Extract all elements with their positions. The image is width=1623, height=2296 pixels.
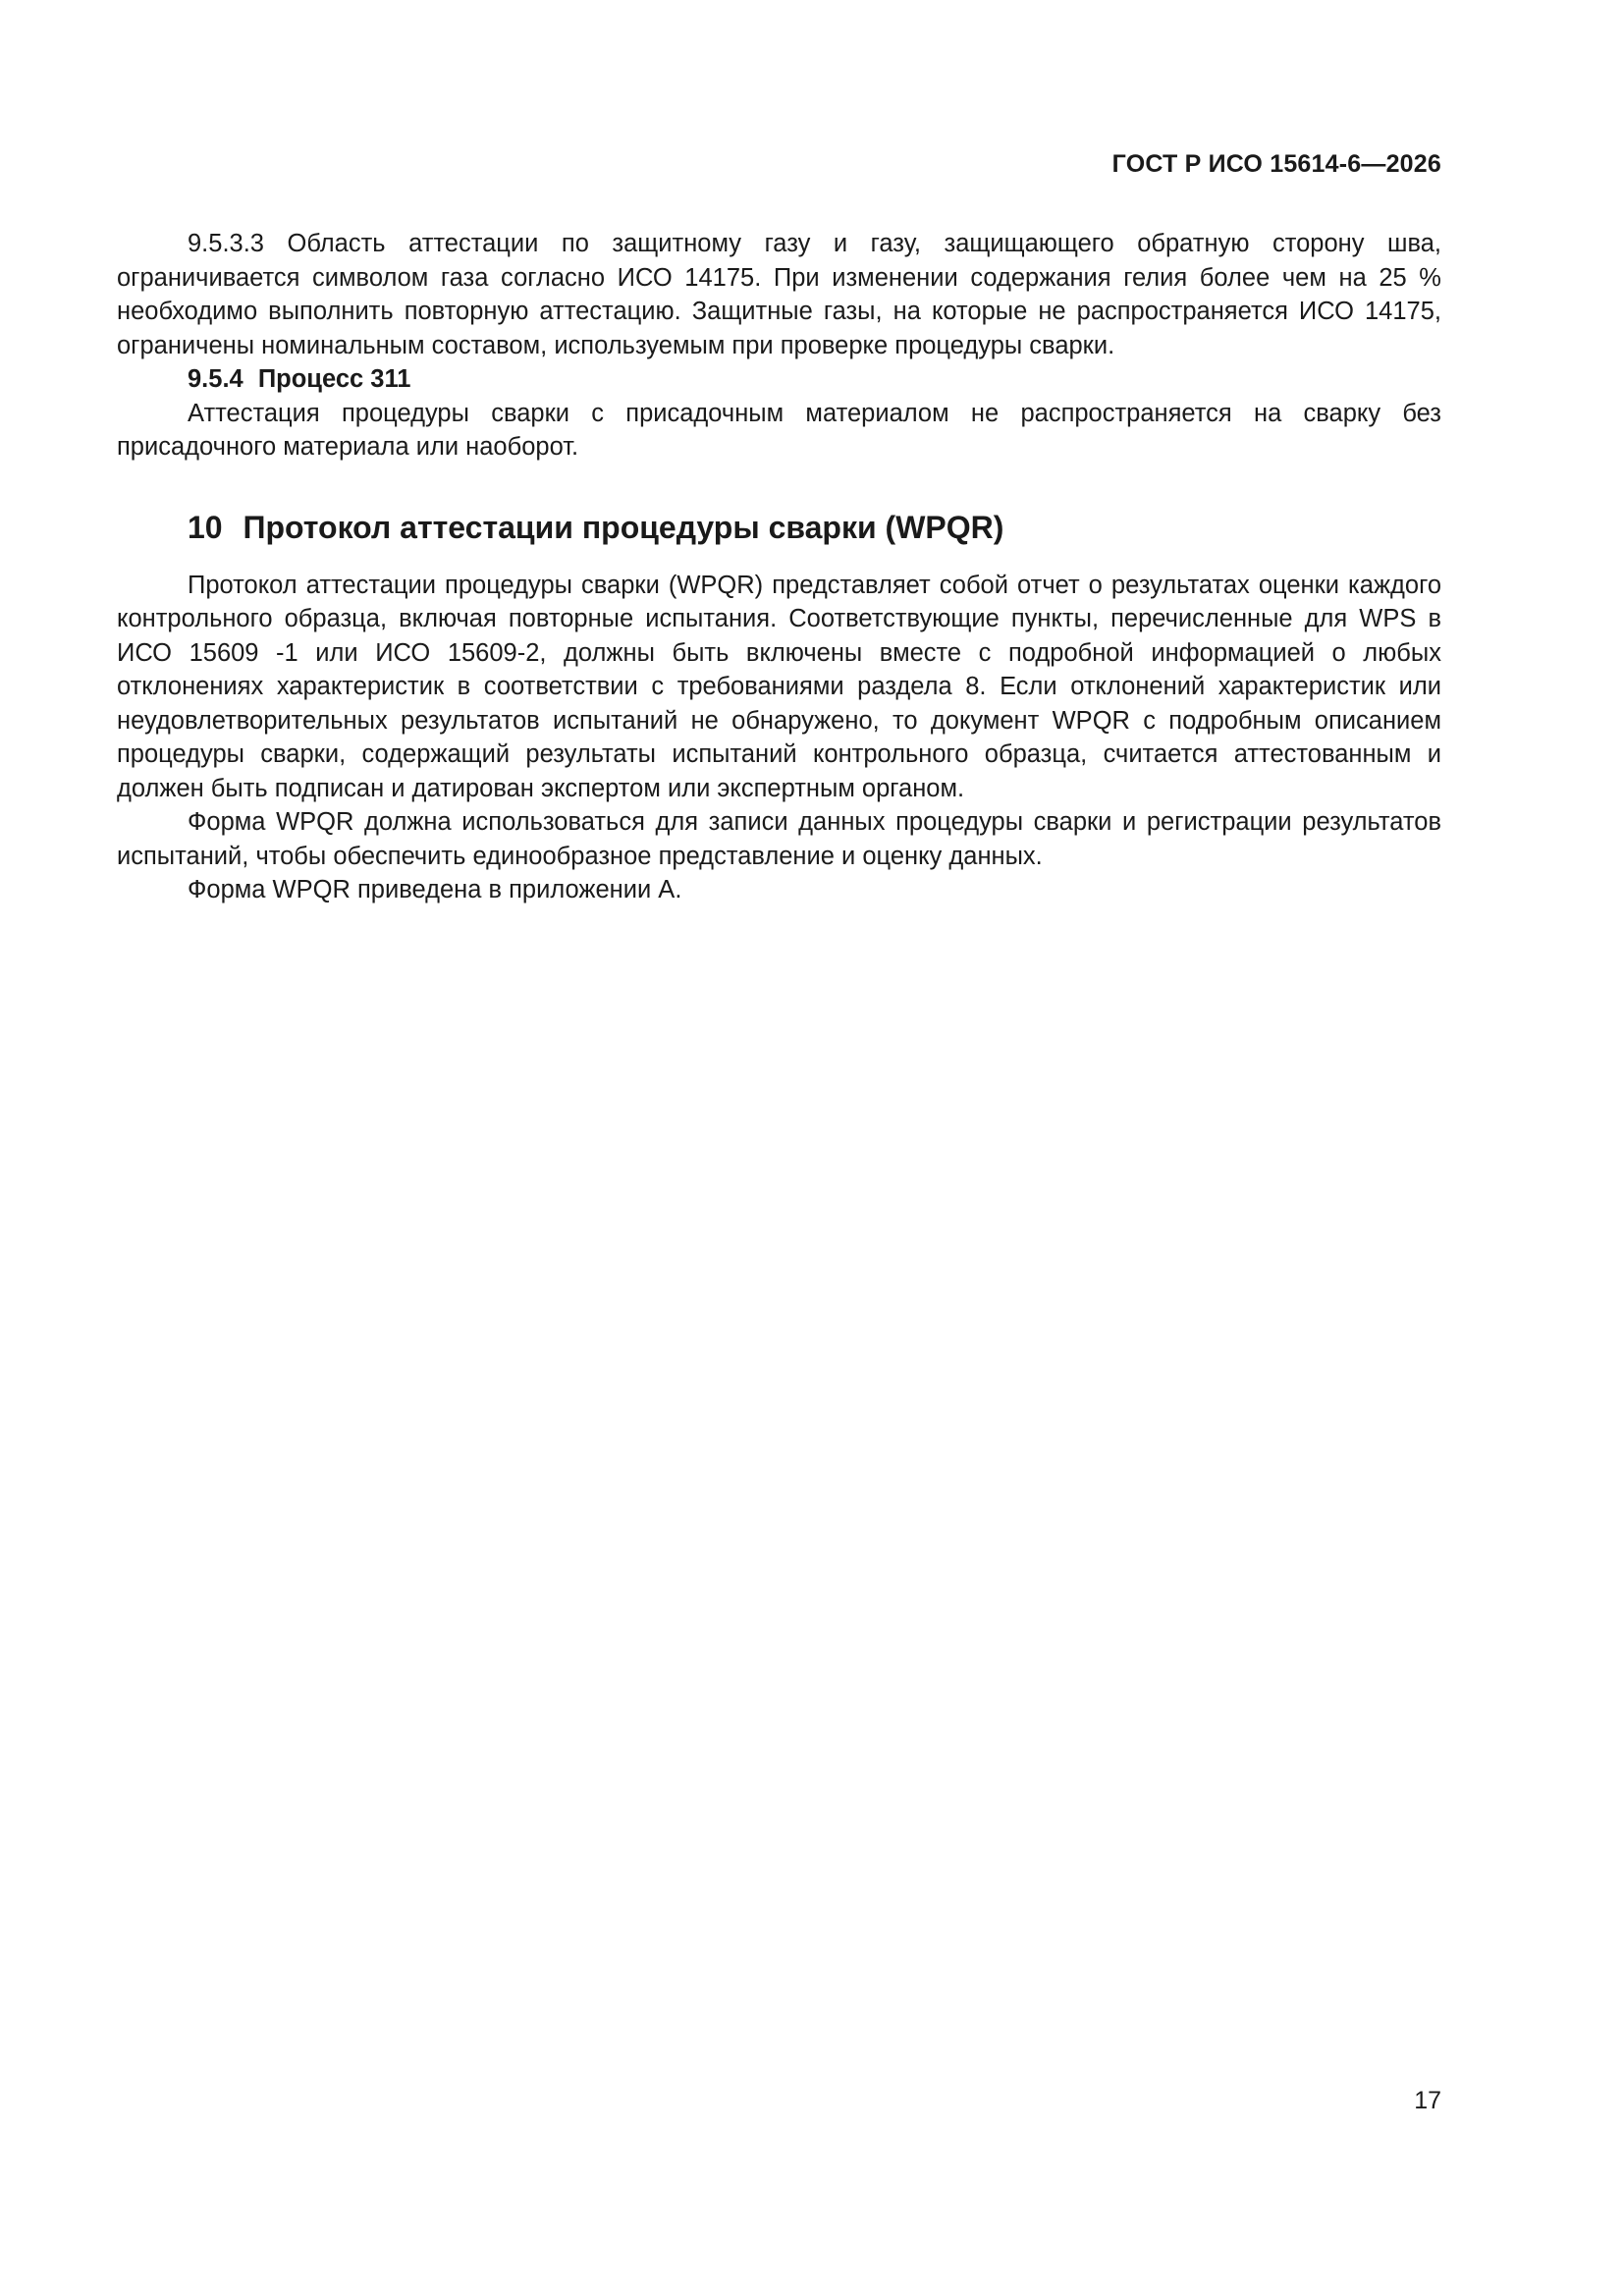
section-10-paragraph: Протокол аттестации процедуры сварки (WPQR) представляет собой отчет о результатах оценки каждого контрольного образца, включая повторные испытания. Соответствующие пункты, перечисленные для WPS в ИСО 15609 -1 или ИСО 15609-2, должны быть включены вместе с подробной информацией о любых отклонениях характеристик в соответствии с требованиями раздела 8. Если отклонений характеристик или неудовлетворительных результатов испытаний не обнаружено, то документ WPQR с подробным описанием процедуры сварки, содержащий результаты испытаний контрольного образца, считается аттестованным и должен быть подписан и датирован экспертом или экспертным органом. [117,571,1441,802]
clause-title: Процесс 311 [257,365,411,393]
clause-number: 9.5.4 [188,365,243,393]
section-10-paragraph: Форма WPQR должна использоваться для записи данных процедуры сварки и регистрации результатов испытаний, чтобы обеспечить единообразное представление и оценку данных. [117,808,1441,870]
section-title: Протокол аттестации процедуры сварки (WPQR) [243,509,1004,545]
section-10-paragraph: Форма WPQR приведена в приложении А. [188,876,682,903]
section-10-heading [117,508,1441,547]
clause-9-5-4-text: Аттестация процедуры сварки с присадочным материалом не распространяется на сварку без присадочного материала или наоборот. [117,399,1441,461]
section-number: 10 [188,509,223,545]
page-number: 17 [1414,2087,1441,2114]
clause-9-5-4-heading [117,362,1441,397]
document-code-header: ГОСТ Р ИСО 15614-6—2026 [1111,150,1441,178]
page-body [117,227,1441,907]
clause-9-5-3-3: 9.5.3.3 Область аттестации по защитному газу и газу, защищающего обратную сторону шва, ограничивается символом газа согласно ИСО 14175. При изменении содержания гелия более чем на 25 % необходимо выполнить повторную аттестацию. Защитные газы, на которые не распространяется ИСО 14175, ограничены номинальным составом, используемым при проверке процедуры сварки. [117,230,1441,359]
